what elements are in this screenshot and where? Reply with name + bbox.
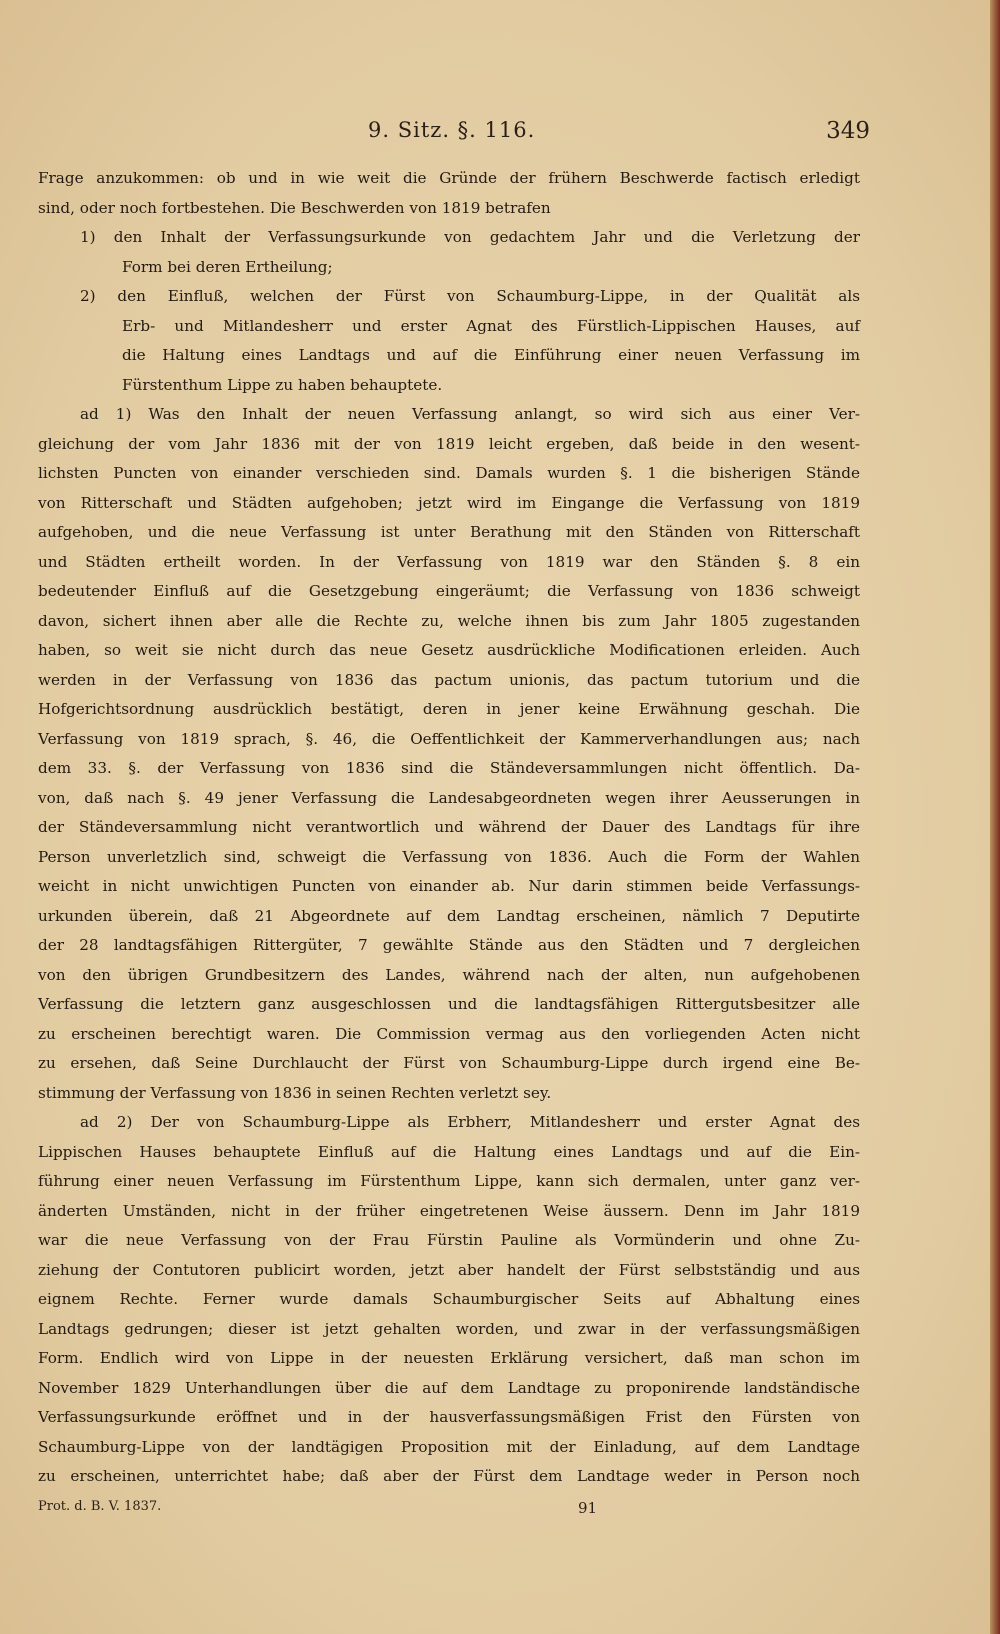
text-line: zu erscheinen berechtigt waren. Die Commission vermag aus den vorliegenden Acten nicht [38, 1024, 860, 1043]
text-line: sind, oder noch fortbestehen. Die Beschwerden von 1819 betrafen [38, 198, 551, 217]
text-line: führung einer neuen Verfassung im Fürstenthum Lippe, kann sich dermalen, unter ganz ver- [38, 1172, 860, 1190]
text-line: November 1829 Unterhandlungen über die auf dem Landtage zu proponirende landständische [38, 1378, 860, 1397]
text-line: weicht in nicht unwichtigen Puncten von einander ab. Nur darin stimmen beide Verfassungs- [38, 877, 860, 895]
text-line: werden in der Verfassung von 1836 das pactum unionis, das pactum tutorium und die [38, 670, 860, 689]
text-line: 2) den Einfluß, welchen der Fürst von Schaumburg-Lippe, in der Qualität als [80, 287, 860, 305]
text-line: Fürstenthum Lippe zu haben behauptete. [122, 375, 443, 394]
text-line: aufgehoben, und die neue Verfassung ist unter Berathung mit den Ständen von Ritterschaft [38, 523, 860, 541]
running-title: 9. Sitz. §. 116. [368, 118, 536, 142]
text-line: ziehung der Contutoren publicirt worden, jetzt aber handelt der Fürst selbstständig und aus [38, 1260, 860, 1279]
text-line: der 28 landtagsfähigen Rittergüter, 7 gewählte Stände aus den Städten und 7 dergleichen [38, 936, 860, 954]
text-line: zu ersehen, daß Seine Durchlaucht der Fürst von Schaumburg-Lippe durch irgend eine Be- [38, 1054, 860, 1072]
text-line: ad 2) Der von Schaumburg-Lippe als Erbherr, Mitlandesherr und erster Agnat des [80, 1113, 860, 1131]
text-line: und Städten ertheilt worden. In der Verfassung von 1819 war den Ständen §. 8 ein [38, 552, 860, 571]
text-line: Verfassung von 1819 sprach, §. 46, die Oeffentlichkeit der Kammerverhandlungen aus; nach [38, 729, 860, 748]
page-edge [990, 0, 1000, 1634]
text-line: urkunden überein, daß 21 Abgeordnete auf dem Landtag erscheinen, nämlich 7 Deputirte [38, 906, 860, 925]
text-line: zu erscheinen, unterrichtet habe; daß aber der Fürst dem Landtage weder in Person noch [38, 1467, 860, 1485]
text-line: änderten Umständen, nicht in der früher eingetretenen Weise äussern. Denn im Jahr 1819 [38, 1201, 860, 1220]
text-line: Form bei deren Ertheilung; [122, 257, 333, 276]
text-line: Hofgerichtsordnung ausdrücklich bestätigt, deren in jener keine Erwähnung geschah. Die [38, 700, 860, 718]
text-line: 1) den Inhalt der Verfassungsurkunde von gedachtem Jahr und die Verletzung der [80, 228, 860, 246]
text-line: Erb- und Mitlandesherr und erster Agnat des Fürstlich-Lippischen Hauses, auf [122, 316, 860, 335]
text-line: lichsten Puncten von einander verschieden sind. Damals wurden §. 1 die bisherigen Stände [38, 464, 860, 482]
page-header [85, 118, 870, 152]
text-line: Person unverletzlich sind, schweigt die Verfassung von 1836. Auch die Form der Wahlen [38, 847, 860, 866]
text-line: war die neue Verfassung von der Frau Fürstin Pauline als Vormünderin und ohne Zu- [38, 1231, 860, 1249]
page-number: 349 [826, 118, 870, 144]
text-line: davon, sichert ihnen aber alle die Rechte zu, welche ihnen bis zum Jahr 1805 zugestanden [38, 611, 860, 630]
sheet-number: 91 [578, 1499, 598, 1517]
text-line: haben, so weit sie nicht durch das neue Gesetz ausdrückliche Modificationen erleiden. Auch [38, 641, 860, 659]
text-line: Verfassungsurkunde eröffnet und in der hausverfassungsmäßigen Frist den Fürsten von [38, 1408, 860, 1426]
text-line: Landtags gedrungen; dieser ist jetzt gehalten worden, und zwar in der verfassungsmäßigen [38, 1319, 860, 1338]
text-line: von Ritterschaft und Städten aufgehoben; jetzt wird im Eingange die Verfassung von 1819 [38, 493, 860, 512]
text-line: ad 1) Was den Inhalt der neuen Verfassung anlangt, so wird sich aus einer Ver- [80, 405, 860, 423]
text-line: gleichung der vom Jahr 1836 mit der von 1819 leicht ergeben, daß beide in den wesent- [38, 434, 860, 453]
text-line: bedeutender Einfluß auf die Gesetzgebung eingeräumt; die Verfassung von 1836 schweigt [38, 582, 860, 600]
text-line: Form. Endlich wird von Lippe in der neuesten Erklärung versichert, daß man schon im [38, 1349, 860, 1367]
text-line: Lippischen Hauses behauptete Einfluß auf die Haltung eines Landtags und auf die Ein- [38, 1142, 860, 1161]
body-text [38, 164, 860, 1492]
page-footer [38, 1499, 860, 1525]
text-line: von, daß nach §. 49 jener Verfassung die Landesabgeordneten wegen ihrer Aeusserungen in [38, 788, 860, 807]
text-line: stimmung der Verfassung von 1836 in seinen Rechten verletzt sey. [38, 1083, 552, 1102]
text-line: Frage anzukommen: ob und in wie weit die Gründe der frühern Beschwerde factisch erledigt [38, 169, 860, 187]
text-line: der Ständeversammlung nicht verantwortlich und während der Dauer des Landtags für ihre [38, 818, 860, 836]
text-line: Schaumburg-Lippe von der landtägigen Proposition mit der Einladung, auf dem Landtage [38, 1437, 860, 1456]
text-line: die Haltung eines Landtags und auf die Einführung einer neuen Verfassung im [122, 346, 860, 364]
text-line: eignem Rechte. Ferner wurde damals Schaumburgischer Seits auf Abhaltung eines [38, 1290, 860, 1308]
text-line: dem 33. §. der Verfassung von 1836 sind die Ständeversammlungen nicht öffentlich. Da- [38, 759, 860, 777]
footer-signature: Prot. d. B. V. 1837. [38, 1499, 162, 1514]
text-line: von den übrigen Grundbesitzern des Landes, während nach der alten, nun aufgehobenen [38, 965, 860, 984]
text-line: Verfassung die letztern ganz ausgeschlossen und die landtagsfähigen Rittergutsbesitzer alle [38, 995, 860, 1013]
